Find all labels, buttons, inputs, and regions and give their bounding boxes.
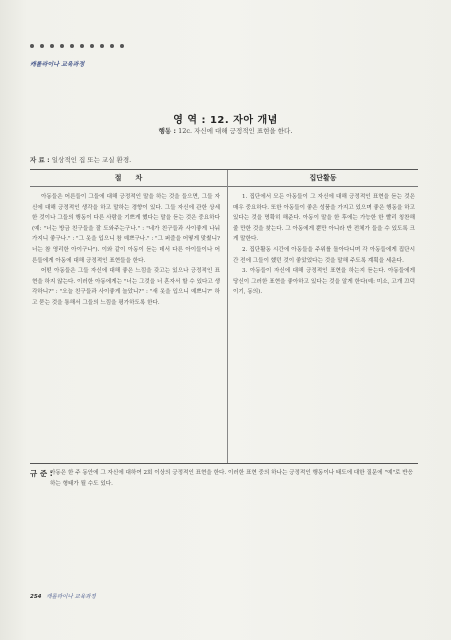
ornament-dot — [70, 44, 74, 48]
footer-book-title: 캐롤라이나 교육과정 — [46, 594, 96, 600]
ornament-dot — [60, 44, 64, 48]
page-footer — [30, 592, 96, 600]
group-activity-column-header: 집단활동 — [309, 174, 337, 182]
ornament-dot — [120, 44, 124, 48]
ornament-dot — [30, 44, 34, 48]
ornament-dot — [100, 44, 104, 48]
criterion-text: 아동은 한 주 동안에 그 자신에 대하여 2회 이상의 긍정적인 표현을 한다. 이러한 표현 중의 하나는 긍정적인 행동이나 태도에 대한 질문에 "예"로 반응하는 형태가 될 수도 있다. — [50, 470, 414, 487]
procedure-column — [32, 192, 220, 309]
column-divider — [227, 170, 228, 463]
materials-label: 자 료 : — [30, 156, 50, 164]
procedure-paragraph: 아동들은 어른들이 그들에 대해 긍정적인 말을 하는 것을 들으면, 그들 자신에 대해 긍정적인 생각을 하고 말하는 경향이 있다. 그들 자신에 관한 상세한 것이나 그들의 행동이 다른 사람을 기쁘게 했다는 말을 듣는 것은 중요하다(예: "너는 방금 친구들을 잘 도와주는구나." : "네가 친구들과 사이좋게 나눠 가지니 좋구나." : "그 옷을 입으니 참 예쁘구나." : "그 퍼즐을 어떻게 맞췄니? 너는 참 영리한 아이구나"). 이와 같이 아동이 듣는 데서 다른 아이들이나 어른들에게 아동에 대해 긍정적인 표현들을 한다. — [32, 194, 220, 264]
procedure-table — [30, 169, 418, 464]
table-header-row — [30, 170, 418, 187]
ornament-dot — [50, 44, 54, 48]
materials-text: 일상적인 집 또는 교실 환경. — [51, 156, 132, 164]
page-number: 254 — [30, 594, 42, 600]
procedure-paragraph: 어떤 아동들은 그들 자신에 대해 좋은 느낌을 갖고는 있으나 긍정적인 표현을 하지 않는다. 이러한 아동에게는 "너는 그것을 너 혼자서 할 수 있다고 생각하니?" : "오늘 친구들과 사이좋게 놀았니?" : "새 옷을 입으니 예쁘니?" 하고 묻는 것을 통해서 그들의 느낌을 평가하도록 한다. — [32, 268, 220, 306]
header-dot-ornament — [30, 44, 124, 48]
ornament-dot — [110, 44, 114, 48]
behavior-text: 12c. 자신에 대해 긍정적인 표현을 한다. — [178, 127, 293, 135]
behavior-line — [0, 126, 451, 135]
materials-line — [30, 155, 131, 164]
criterion-label: 규 준 : — [30, 469, 53, 478]
area-title: 영 역 : 12. 자아 개념 — [173, 115, 278, 126]
running-header: 캐롤라이나 교육과정 — [30, 61, 85, 68]
behavior-label: 행동 : — [158, 127, 177, 135]
ornament-dot — [90, 44, 94, 48]
group-activity-column — [233, 192, 415, 298]
group-activity-item: 1. 집단에서 모든 아동들이 그 자신에 대해 긍정적인 표현을 듣는 것은 매우 중요하다. 또한 아동들이 좋은 성품을 가지고 있으며 좋은 행동을 하고 있다는 것을 명확히 해준다. 아동이 말을 한 후에는 가능한 한 빨리 칭찬해 줄 만한 것을 찾는다. 그 아동에게 뿐만 아니라 반 전체가 들을 수 있도록 크게 말한다. — [233, 194, 415, 243]
ornament-dot — [80, 44, 84, 48]
procedure-column-header: 절 차 — [114, 174, 143, 182]
group-activity-item: 3. 아동들이 자신에 대해 긍정적인 표현을 하는지 듣는다. 아동들에게 당신이 그러한 표현을 좋아하고 있다는 것을 알게 한다(예: 미소, 고개 끄덕이기, 동의). — [233, 268, 415, 296]
ornament-dot — [40, 44, 44, 48]
group-activity-item: 2. 집단활동 시간에 아동들을 주위를 돌아다니며 각 아동들에게 집단시간 전에 그들이 했던 것이 좋았었다는 것을 말해 주도록 계획을 세운다. — [233, 246, 415, 264]
